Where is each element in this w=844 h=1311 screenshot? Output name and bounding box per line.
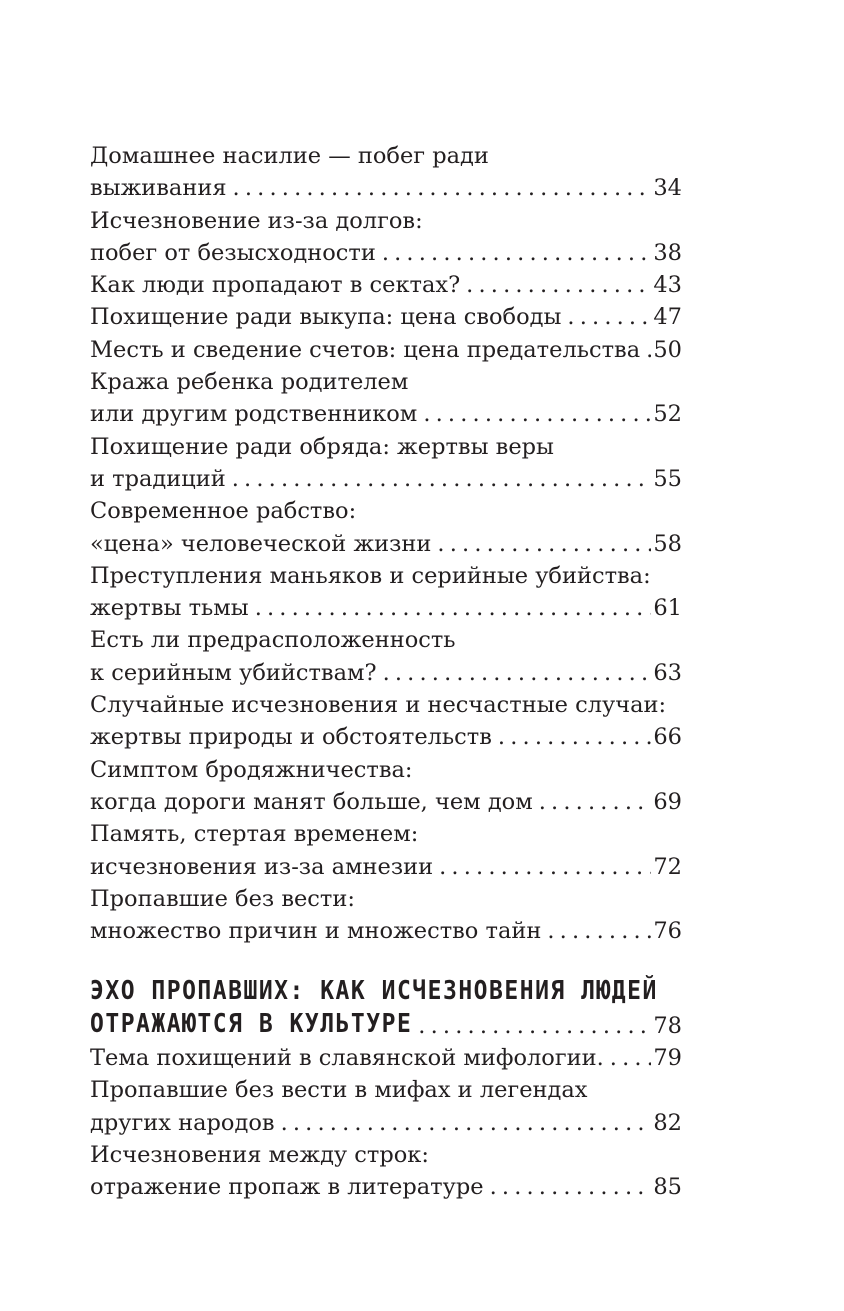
section-title-line: ЭХО ПРОПАВШИХ: КАК ИСЧЕЗНОВЕНИЯ ЛЮДЕЙ xyxy=(90,976,658,1007)
toc-entry[interactable] xyxy=(90,1042,682,1074)
page-number: 38 xyxy=(653,239,682,266)
dot-leader xyxy=(439,851,651,883)
toc-entry-last-line: других народов . . . 82 xyxy=(90,1107,682,1139)
page-number: 47 xyxy=(653,304,682,331)
toc-entry[interactable] xyxy=(90,431,682,496)
toc-entry-last-line: или другим родственником . . . 52 xyxy=(90,398,682,430)
dot-leader xyxy=(466,269,651,301)
toc-entry-last-line: Месть и сведение счетов: цена предательства . . . 50 xyxy=(90,334,682,366)
toc-entry-title-line: Случайные исчезновения и несчастные случаи: xyxy=(90,692,667,719)
section-title-last-line: ОТРАЖАЮТСЯ В КУЛЬТУРЕ . . . 78 xyxy=(90,1010,682,1042)
toc-entry-last-line: отражение пропаж в литературе . . . 85 xyxy=(90,1171,682,1203)
toc-entry-title-line: Пропавшие без вести в мифах и легендах xyxy=(90,1077,588,1104)
page-number: 78 xyxy=(653,1012,682,1039)
dot-leader xyxy=(539,786,652,818)
page-number: 79 xyxy=(653,1045,682,1072)
toc-entry-title-line: Исчезновение из-за долгов: xyxy=(90,207,423,234)
toc-entry[interactable] xyxy=(90,301,682,333)
toc-entry[interactable] xyxy=(90,205,682,270)
toc-entry[interactable] xyxy=(90,1139,682,1204)
toc-entry-last-line: и традиций . . . 55 xyxy=(90,463,682,495)
toc-entry-title-line: Домашнее насилие — побег ради xyxy=(90,143,489,169)
toc-entry-title-line: Современное рабство: xyxy=(90,498,357,525)
toc-entry[interactable] xyxy=(90,1074,682,1139)
toc-entry-title-line: Симптом бродяжничества: xyxy=(90,756,413,783)
toc-entry-last-line: выживания . . . 34 xyxy=(90,172,682,204)
toc-entry-last-line: Тема похищений в славянской мифологии. . . . 79 xyxy=(90,1042,682,1074)
toc-entry-last-line: Как люди пропадают в сектах? . . . 43 xyxy=(90,269,682,301)
dot-leader xyxy=(547,915,651,947)
dot-leader xyxy=(281,1107,652,1139)
dot-leader xyxy=(610,1042,652,1074)
toc-entry[interactable] xyxy=(90,560,682,625)
toc-entry-title-line: Кража ребенка родителем xyxy=(90,369,409,396)
toc-entry[interactable] xyxy=(90,140,682,205)
toc-entry-last-line: к серийным убийствам? . . . 63 xyxy=(90,657,682,689)
page-number: 43 xyxy=(653,272,682,299)
dot-leader xyxy=(437,528,651,560)
page-number: 85 xyxy=(653,1174,682,1201)
page-number: 82 xyxy=(653,1109,682,1136)
toc-entry-title-line: Пропавшие без вести: xyxy=(90,885,355,912)
toc-entry-title-line: Похищение ради обряда: жертвы веры xyxy=(90,433,554,460)
table-of-contents xyxy=(90,140,682,1204)
page-number: 58 xyxy=(653,530,682,557)
dot-leader xyxy=(383,657,652,689)
toc-entry[interactable] xyxy=(90,366,682,431)
toc-entry[interactable] xyxy=(90,334,682,366)
toc-entry-title-line: Есть ли предрасположенность xyxy=(90,627,456,654)
toc-entry[interactable] xyxy=(90,689,682,754)
dot-leader xyxy=(498,721,651,753)
dot-leader xyxy=(233,172,652,204)
page-number: 66 xyxy=(653,724,682,751)
toc-entry[interactable] xyxy=(90,624,682,689)
page-number: 76 xyxy=(653,918,682,945)
dot-leader xyxy=(423,398,651,430)
page-number: 50 xyxy=(653,336,682,363)
dot-leader xyxy=(418,1010,651,1042)
dot-leader xyxy=(382,237,652,269)
page-number: 63 xyxy=(653,659,682,686)
toc-entry-last-line: Похищение ради выкупа: цена свободы . . . 47 xyxy=(90,301,682,333)
toc-entry[interactable] xyxy=(90,754,682,819)
dot-leader xyxy=(255,592,652,624)
page-number: 61 xyxy=(653,595,682,622)
toc-entry-title-line: Память, стертая временем: xyxy=(90,821,419,848)
dot-leader xyxy=(646,334,651,366)
toc-entry-last-line: «цена» человеческой жизни . . . 58 xyxy=(90,528,682,560)
toc-entry-last-line: когда дороги манят больше, чем дом . . . 69 xyxy=(90,786,682,818)
toc-entry-last-line: жертвы природы и обстоятельств . . . 66 xyxy=(90,721,682,753)
toc-entry-title-line: Исчезновения между строк: xyxy=(90,1141,429,1168)
page-number: 55 xyxy=(653,465,682,492)
toc-entry[interactable] xyxy=(90,495,682,560)
toc-entry[interactable] xyxy=(90,269,682,301)
toc-entry[interactable] xyxy=(90,883,682,948)
dot-leader xyxy=(567,301,651,333)
toc-entry-title-line: Преступления маньяков и серийные убийства: xyxy=(90,562,651,589)
page-number: 69 xyxy=(653,788,682,815)
page-number: 72 xyxy=(653,853,682,880)
toc-entry-last-line: множество причин и множество тайн . . . 76 xyxy=(90,915,682,947)
toc-entry[interactable] xyxy=(90,818,682,883)
page-number: 52 xyxy=(653,401,682,428)
toc-entry-last-line: побег от безысходности . . . 38 xyxy=(90,237,682,269)
dot-leader xyxy=(232,463,652,495)
page-number: 34 xyxy=(653,175,682,202)
toc-entry-last-line: жертвы тьмы . . . 61 xyxy=(90,592,682,624)
toc-entry-last-line: исчезновения из-за амнезии . . . 72 xyxy=(90,851,682,883)
toc-section-heading[interactable] xyxy=(90,977,682,1042)
dot-leader xyxy=(490,1171,652,1203)
